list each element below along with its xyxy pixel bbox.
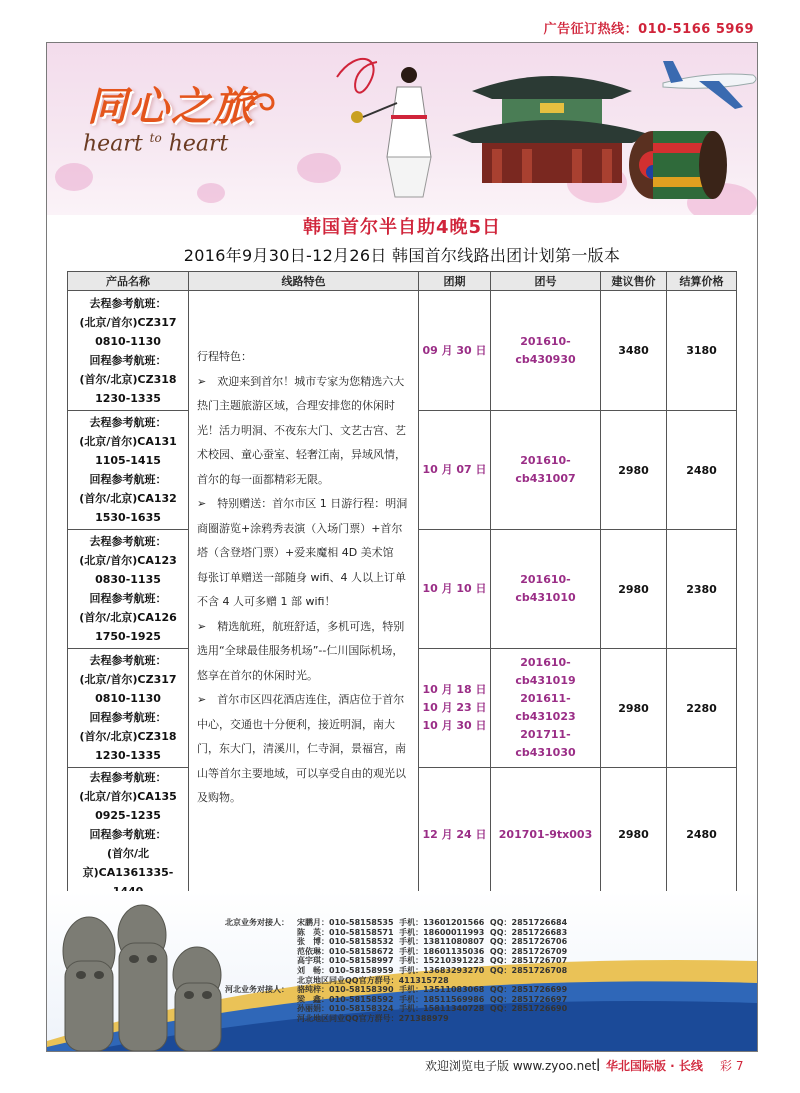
flight-info: [68, 411, 189, 530]
brand-en-word-2: heart: [168, 131, 229, 157]
contact-line: 陈 英：010-58158571 手机：18600011993 QQ：2851726683: [297, 927, 568, 937]
code-value: 201611-cb431023: [515, 692, 576, 723]
settlement-price: 2280: [667, 649, 737, 768]
flight-line: 回程参考航班：: [89, 473, 167, 486]
brand-logo-cn: 同心之旅: [87, 84, 255, 130]
tour-subtitle: 2016年9月30日-12月26日 韩国首尔线路出团计划第一版本: [183, 246, 621, 265]
settlement-price: 3180: [667, 291, 737, 411]
flight-line: 0810-1130: [95, 334, 161, 348]
departure-date: [419, 291, 491, 411]
flight-info: [68, 649, 189, 768]
departure-date: [419, 530, 491, 649]
tour-schedule-table: [67, 271, 737, 902]
code-value: 201610-cb431007: [515, 454, 576, 485]
flight-line: (北京/首尔)CA135: [79, 790, 177, 803]
departure-date: [419, 411, 491, 530]
contact-line: 刘 畅：010-58158959 手机：13683293270 QQ：2851726708: [297, 965, 568, 975]
feature-item: ➢ 首尔市区四花酒店连住，酒店位于首尔中心，交通也十分便利，接近明洞，南大门，东大门，清溪川，仁寺洞，景福宫，南山等首尔主要地域，可以享受自由的观光以及购物。: [197, 693, 406, 804]
contact-list: [225, 918, 567, 1024]
header-price: 建议售价: [601, 272, 667, 291]
suggested-price: 2980: [601, 411, 667, 530]
table-header-row: [68, 272, 737, 291]
footer-separator: |: [596, 1057, 601, 1071]
header-settle: 结算价格: [667, 272, 737, 291]
date-value: 10 月 23 日: [422, 701, 487, 714]
feature-heading: 行程特色：: [197, 350, 252, 363]
ad-hotline: 广告征订热线：010-5166 5969: [543, 22, 754, 37]
flight-line: 1230-1335: [95, 391, 161, 405]
petal-decoration: [55, 163, 93, 191]
code-value: 201701-9tx003: [498, 827, 593, 841]
feature-item: ➢ 特别赠送：首尔市区 1 日游行程：明洞商圈游览+涂鸦秀表演（入场门票）+首尔塔（含登塔门票）+爱来魔相 4D 美术馆: [197, 497, 408, 559]
date-value: 12 月 24 日: [422, 827, 487, 841]
settlement-price: 2380: [667, 530, 737, 649]
flight-line: 回程参考航班：: [89, 353, 167, 367]
flight-line: (首尔/北京)CZ318: [79, 372, 177, 386]
tour-title: 韩国首尔半自助4晚5日: [302, 217, 502, 238]
flight-line: 去程参考航班：: [89, 416, 167, 429]
flight-line: 回程参考航班：: [89, 828, 167, 841]
flight-line: (首尔/北京)CA126: [79, 611, 177, 624]
flight-line: 0925-1235: [95, 809, 161, 822]
date-value: 09 月 30 日: [422, 343, 487, 357]
flight-line: (首尔/北京)CA132: [79, 492, 177, 505]
contact-line: 梁 鑫：010-58158592 手机：18511569986 QQ：2851726697: [297, 994, 568, 1004]
suggested-price: 3480: [601, 291, 667, 411]
flight-line: 回程参考航班：: [89, 711, 167, 724]
flight-info: [68, 291, 189, 411]
beijing-contact-label: 北京业务对接人：: [225, 918, 289, 927]
header-features: 线路特色: [189, 272, 419, 291]
header-date: 团期: [419, 272, 491, 291]
flight-line: 去程参考航班：: [89, 296, 167, 310]
flight-line: 1230-1335: [95, 749, 161, 762]
flight-line: 0810-1130: [95, 692, 161, 705]
header-banner: [47, 43, 757, 215]
logo-swirl-icon: [243, 87, 279, 117]
settlement-price: 2480: [667, 411, 737, 530]
flight-line: 1530-1635: [95, 511, 161, 524]
flight-line: (首尔/北: [106, 847, 150, 860]
page-footer: [0, 1057, 800, 1077]
hebei-qq-group: 河北地区同业QQ官方群号：271388979: [297, 1013, 449, 1023]
flight-line: 去程参考航班：: [89, 535, 167, 548]
tour-code: [491, 530, 601, 649]
flight-info: [68, 530, 189, 649]
departure-date: [419, 649, 491, 768]
hebei-contact-label: 河北业务对接人：: [225, 985, 289, 995]
brand-logo-en: [83, 131, 228, 156]
page-number: 彩 7: [720, 1059, 744, 1073]
korean-dancer-illustration: [327, 47, 447, 207]
tour-code: [491, 649, 601, 768]
suggested-price: 2980: [601, 530, 667, 649]
flight-line: 1750-1925: [95, 630, 161, 643]
route-features: [189, 291, 419, 902]
contact-line: 张 博：010-58158532 手机：13811080807 QQ：2851726706: [297, 937, 568, 947]
departure-date: [419, 768, 491, 902]
flight-line: 去程参考航班：: [89, 771, 167, 784]
beijing-qq-group: 北京地区同业QQ官方群号：411315728: [297, 975, 449, 985]
date-value: 10 月 18 日: [422, 683, 487, 696]
flight-line: (北京/首尔)CA123: [79, 554, 177, 567]
tour-code: [491, 411, 601, 530]
code-value: 201711-cb431030: [515, 728, 576, 759]
contact-line: 孙丽娟：010-58158324 手机：15811340728 QQ：2851726690: [297, 1004, 568, 1014]
flight-line: 去程参考航班：: [89, 654, 167, 667]
brand-en-to: to: [149, 131, 162, 145]
flight-line: (北京/首尔)CA131: [79, 435, 177, 448]
feature-item: 每张订单赠送一部随身 wifi、4 人以上订单不含 4 人可多赠 1 部 wifi！: [197, 570, 406, 608]
contact-line: 宋鹏月：010-58158535 手机：13601201566 QQ：2851726684: [297, 918, 568, 927]
flight-line: 回程参考航班：: [89, 592, 167, 605]
header-code: 团号: [491, 272, 601, 291]
edition-label: 华北国际版 · 长线: [606, 1059, 703, 1073]
feature-item: ➢ 精选航班，航班舒适，多机可选，特别选用“全球最佳服务机场”--仁川国际机场，悠享在首尔的休闲时光。: [197, 619, 405, 682]
suggested-price: 2980: [601, 768, 667, 902]
feature-item: ➢ 欢迎来到首尔！城市专家为您精选六大热门主题旅游区域，合理安排您的休闲时光！活力明洞、不夜东大门、文艺古宫、艺术校园、童心蚕室、轻奢江南，异域风情，首尔的每一面都精彩无限。: [197, 374, 406, 486]
petal-decoration: [197, 183, 225, 203]
table-row: [68, 291, 737, 411]
drum-illustration: [623, 115, 733, 215]
airplane-illustration: [659, 47, 757, 117]
flight-line: (北京/首尔)CZ317: [79, 673, 177, 686]
suggested-price: 2980: [601, 649, 667, 768]
code-value: 201610-cb431010: [515, 573, 576, 604]
tour-code: [491, 291, 601, 411]
contact-line: 范依琳：010-58158672 手机：18601135036 QQ：2851726709: [297, 946, 568, 956]
flight-line: 1105-1415: [95, 454, 161, 467]
brand-en-word: heart: [83, 131, 143, 157]
flight-line: (北京/首尔)CZ317: [79, 315, 177, 329]
date-value: 10 月 10 日: [422, 582, 487, 595]
date-value: 10 月 07 日: [422, 463, 487, 476]
flight-line: 0830-1135: [95, 573, 161, 586]
page-frame: [46, 42, 758, 1052]
flight-line: 京)CA1361335-: [82, 866, 174, 879]
settlement-price: 2480: [667, 768, 737, 902]
date-value: 10 月 30 日: [422, 719, 487, 732]
contact-line: 高宇琪：010-58158997 手机：15210391223 QQ：2851726707: [297, 956, 568, 966]
code-value: 201610-cb431019: [515, 656, 576, 687]
flight-info: [68, 768, 189, 902]
tour-code: [491, 768, 601, 902]
palace-illustration: [452, 51, 652, 201]
header-product: 产品名称: [68, 272, 189, 291]
website-link[interactable]: 欢迎浏览电子版 www.zyoo.net: [425, 1059, 597, 1073]
flight-line: (首尔/北京)CZ318: [79, 730, 177, 743]
code-value: 201610-cb430930: [515, 334, 576, 366]
contact-line: 骆纯梓：010-58158390 手机：13511083068 QQ：2851726699: [297, 985, 568, 995]
